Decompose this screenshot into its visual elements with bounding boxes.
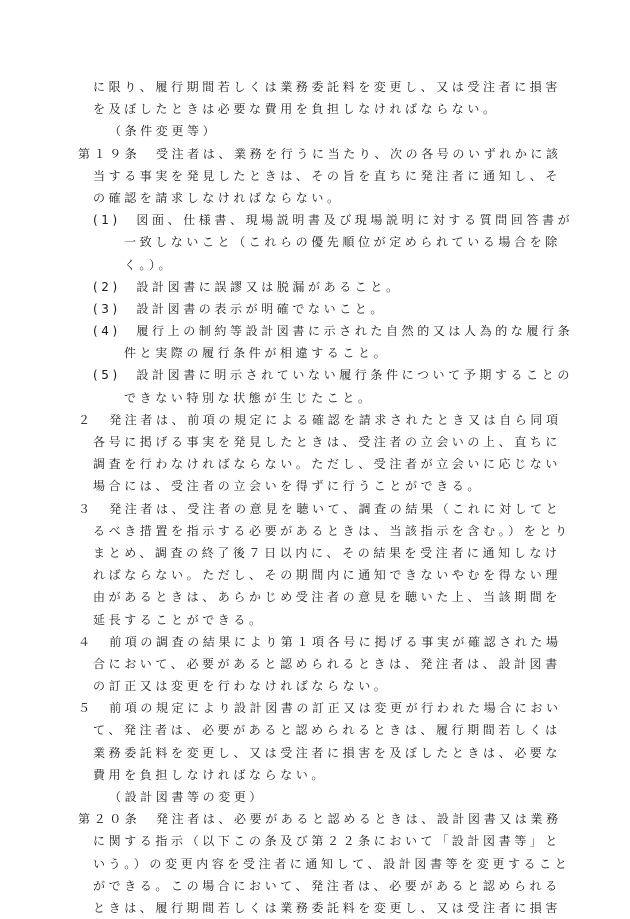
text-line: ２ 発注者は、前項の規定による確認を請求されたとき又は自ら同項	[78, 412, 562, 427]
text-line: を及ぼしたときは必要な費用を負担しなければならない。	[93, 102, 499, 117]
text-line: (5) 設計図書に明示されていない履行条件について予期することの	[93, 368, 573, 383]
text-line: いう。）の変更内容を受注者に通知して、設計図書等を変更すること	[93, 856, 571, 871]
text-line: の確認を請求しなければならない。	[93, 190, 343, 205]
document-body	[78, 76, 574, 919]
text-line: に限り、履行期間若しくは業務委託料を変更し、又は受注者に損害	[93, 80, 562, 94]
text-line: ３ 発注者は、受注者の意見を聴いて、調査の結果（これに対してと	[78, 501, 562, 516]
text-line: 当する事実を発見したときは、その旨を直ちに発注者に通知し、そ	[93, 168, 562, 183]
text-line: 費用を負担しなければならない。	[93, 767, 328, 782]
text-line: ４ 前項の調査の結果により第１項各号に掲げる事実が確認された場	[78, 634, 562, 649]
text-line: に関する指示（以下この条及び第２２条において「設計図書等」と	[93, 834, 562, 849]
text-line: (2) 設計図書に誤謬又は脱漏があること。	[93, 279, 402, 294]
text-line: できない特別な状態が生じたこと。	[124, 390, 374, 405]
text-line: 合において、必要があると認められるときは、発注者は、設計図書	[93, 656, 561, 671]
text-line: 各号に掲げる事実を発見したときは、受注者の立会いの上、直ちに	[93, 435, 562, 449]
text-line: て、発注者は、必要があると認められるときは、履行期間若しくは	[93, 723, 561, 738]
text-line: く。）。	[124, 257, 175, 272]
text-line: 場合には、受注者の立会いを得ずに行うことができる。	[93, 479, 484, 494]
text-line: 延長することができる。	[93, 612, 265, 627]
text-line: まとめ、調査の終了後７日以内に、その結果を受注者に通知しなけ	[93, 545, 561, 560]
text-line: (3) 設計図書の表示が明確でないこと。	[93, 301, 386, 316]
text-line: 由があるときは、あらかじめ受注者の意見を聴いた上、当該期間を	[93, 590, 562, 605]
text-line: 一致しないこと（これらの優先順位が定められている場合を除	[124, 235, 561, 250]
text-line: 件と実際の履行条件が相違すること。	[124, 346, 390, 361]
text-line: ればならない。ただし、その期間内に通知できないやむを得ない理	[93, 568, 562, 583]
text-line: (4) 履行上の制約等設計図書に示された自然的又は人為的な履行条	[93, 324, 574, 339]
text-line: ５ 前項の規定により設計図書の訂正又は変更が行われた場合におい	[78, 701, 562, 716]
text-line: （条件変更等）	[109, 124, 219, 139]
text-line: （設計図書等の変更）	[109, 790, 266, 804]
text-line: の訂正又は変更を行わなければならない。	[93, 679, 390, 694]
text-line: 第１９条 受注者は、業務を行うに当たり、次の各号のいずれかに該	[78, 146, 562, 161]
text-line: 第２０条 発注者は、必要があると認めるときは、設計図書又は業務	[78, 812, 562, 827]
text-line: ができる。この場合において、発注者は、必要があると認められる	[93, 878, 561, 893]
text-line: るべき措置を指示する必要があるときは、当該指示を含む。）をとり	[93, 523, 571, 538]
text-line: ときは、履行期間若しくは業務委託料を変更し、又は受注者に損害	[93, 900, 562, 915]
text-line: 調査を行わなければならない。ただし、受注者が立会いに応じない	[93, 457, 562, 472]
text-line: 業務委託料を変更し、又は受注者に損害を及ぼしたときは、必要な	[93, 745, 562, 760]
text-line: (1) 図面、仕様書、現場説明書及び現場説明に対する質問回答書が	[93, 213, 574, 228]
